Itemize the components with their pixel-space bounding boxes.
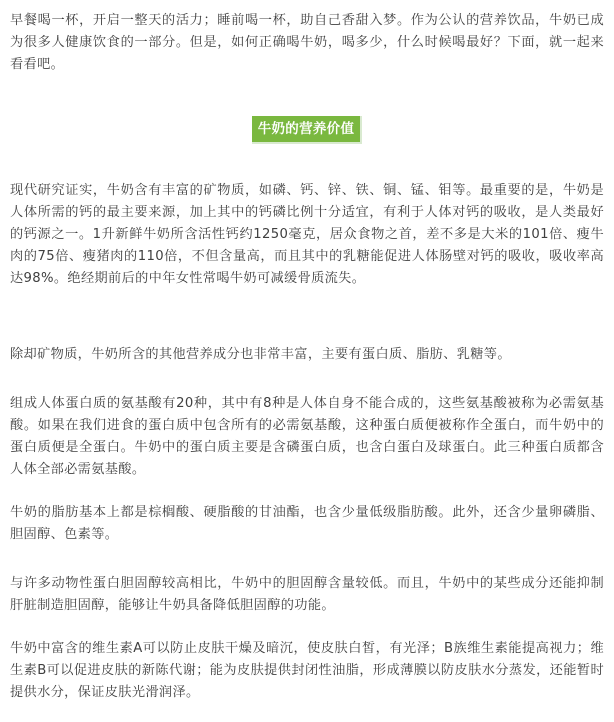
section-heading: 牛奶的营养价值 [252, 116, 363, 144]
paragraph-minerals: 现代研究证实，牛奶含有丰富的矿物质，如磷、钙、锌、铁、铜、锰、钼等。最重要的是，牛奶是人体所需的钙的最主要来源，加上其中的钙磷比例十分适宜，有利于人体对钙的吸收，是人类最好的钙源之一。1升新鲜牛奶所含活性钙约1250毫克，居众食物之首，差不多是大米的101倍、瘦牛肉的75倍、瘦猪肉的110倍，不但含量高，而且其中的乳糖能促进人体肠壁对钙的吸收，吸收率高达98%。绝经期前后的中年女性常喝牛奶可减缓骨质流失。 [10, 183, 604, 286]
intro-paragraph: 早餐喝一杯，开启一整天的活力；睡前喝一杯，助自己香甜入梦。作为公认的营养饮品，牛奶已成为很多人健康饮食的一部分。但是，如何正确喝牛奶，喝多少，什么时候喝最好？下面，就一起来看看吧。 [10, 13, 604, 72]
paragraph-other-nutrients: 除却矿物质，牛奶所含的其他营养成分也非常丰富，主要有蛋白质、脂肪、乳糖等。 [10, 347, 511, 362]
paragraph-cholesterol: 与许多动物性蛋白胆固醇较高相比，牛奶中的胆固醇含量较低。而且，牛奶中的某些成分还能抑制肝脏制造胆固醇，能够让牛奶具备降低胆固醇的功能。 [10, 576, 604, 613]
section-heading-container [0, 116, 614, 144]
paragraph-protein: 组成人体蛋白质的氨基酸有20种，其中有8种是人体自身不能合成的，这些氨基酸被称为必需氨基酸。如果在我们进食的蛋白质中包含所有的必需氨基酸，这种蛋白质便被称作全蛋白，而牛奶中的蛋白质便是全蛋白。牛奶中的蛋白质主要是含磷蛋白质，也含白蛋白及球蛋白。此三种蛋白质都含人体全部必需氨基酸。 [10, 396, 604, 477]
paragraph-vitamins: 牛奶中富含的维生素A可以防止皮肤干燥及暗沉，使皮肤白皙，有光泽；B族维生素能提高视力；维生素B可以促进皮肤的新陈代谢；能为皮肤提供封闭性油脂，形成薄膜以防皮肤水分蒸发，还能暂时提供水分，保证皮肤光滑润泽。 [10, 641, 604, 700]
paragraph-fat: 牛奶的脂肪基本上都是棕榈酸、硬脂酸的甘油酯，也含少量低级脂肪酸。此外，还含少量卵磷脂、胆固醇、色素等。 [10, 505, 604, 542]
